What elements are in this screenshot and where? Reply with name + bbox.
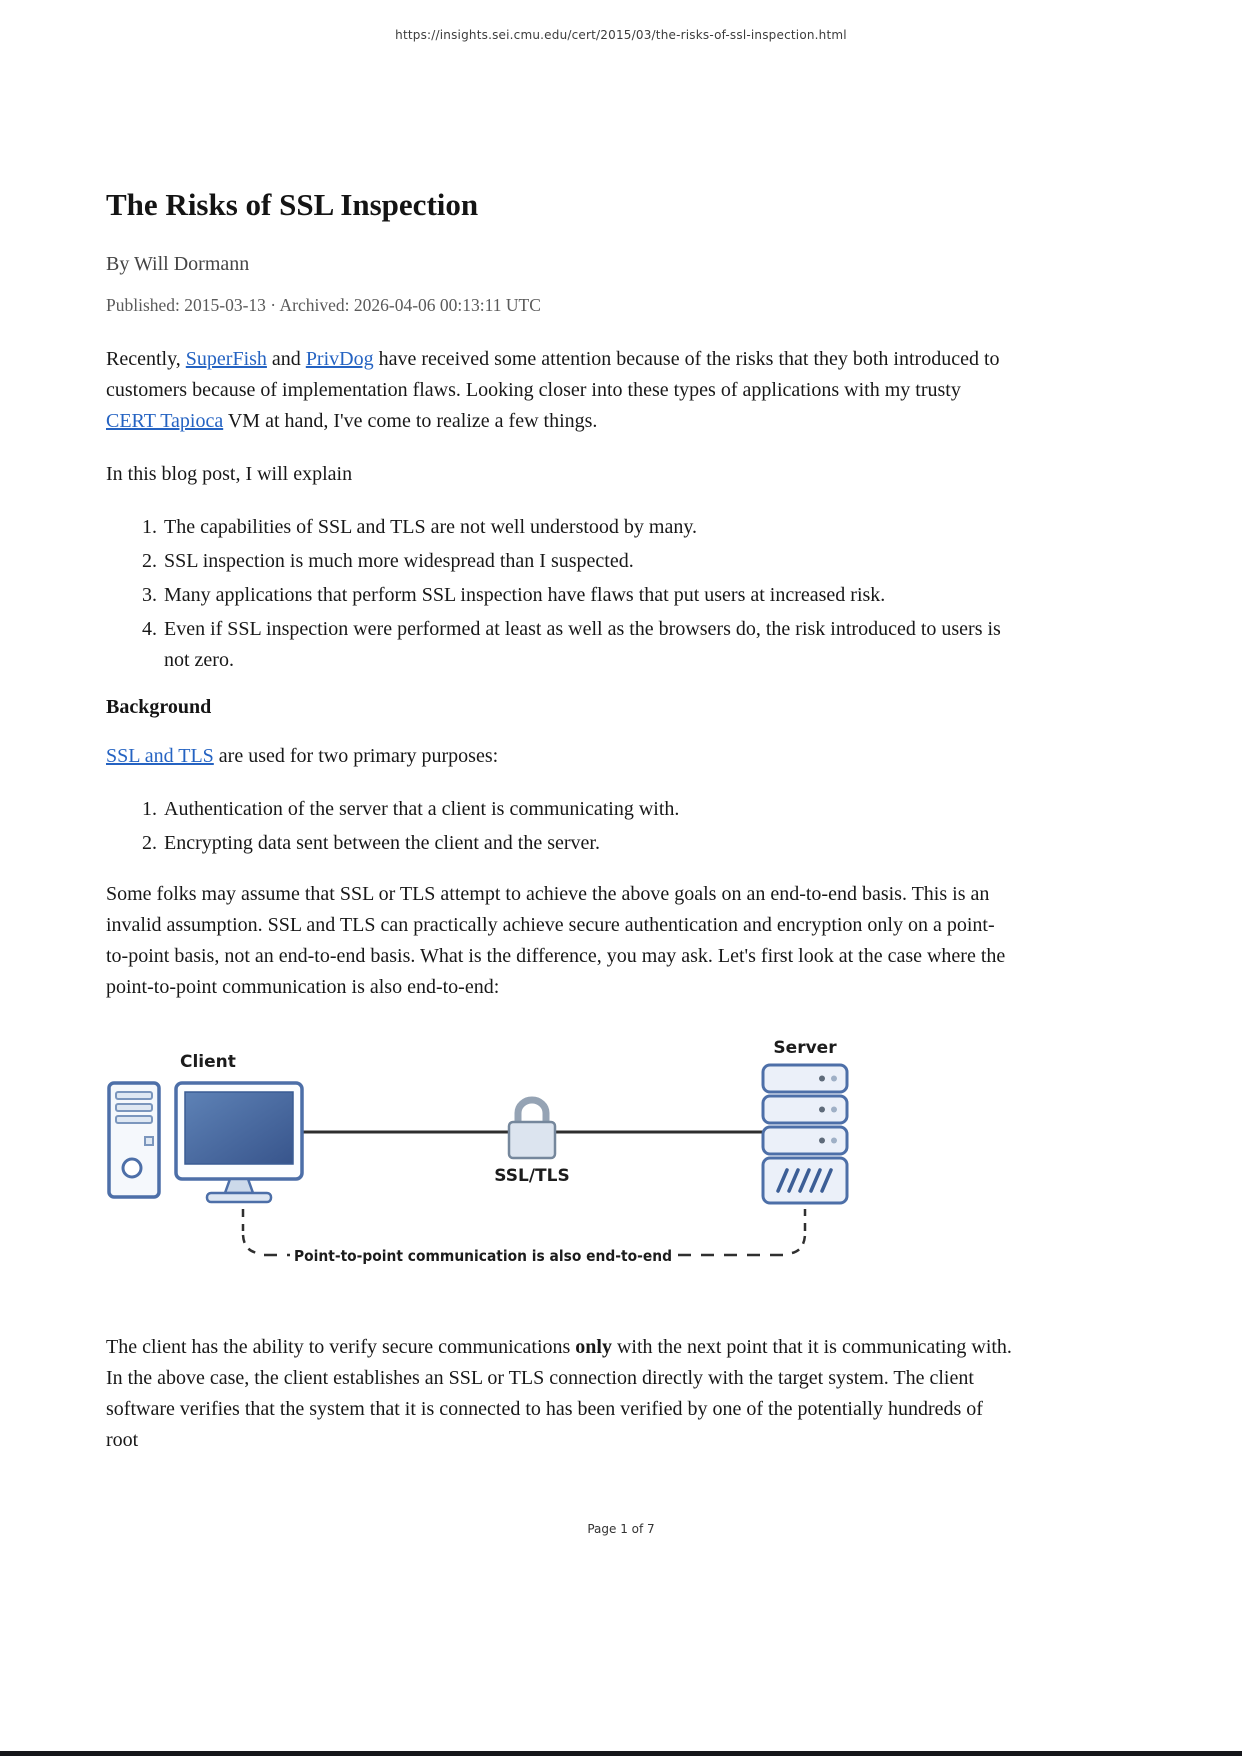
byline: By Will Dormann <box>106 253 250 276</box>
list-item: 1. Authentication of the server that a client is communicating with. <box>162 794 1012 825</box>
list-item: 3. Many applications that perform SSL inspection have flaws that put users at increased risk. <box>162 580 1012 611</box>
paragraph-text: are used for two primary purposes: <box>213 745 499 768</box>
server-label: Server <box>773 1038 837 1059</box>
closing-paragraph <box>106 1332 1012 1456</box>
privdog-link[interactable]: PrivDog <box>305 348 374 371</box>
client-monitor-icon <box>176 1083 302 1202</box>
list-item: 1. The capabilities of SSL and TLS are not well understood by many. <box>162 512 1012 543</box>
print-header-url: https://insights.sei.cmu.edu/cert/2015/03/the-risks-of-ssl-inspection.html <box>395 28 847 42</box>
article-content <box>106 186 1012 1478</box>
paragraph-text: VM at hand, I've come to realize a few things. <box>223 410 598 433</box>
intro-paragraph <box>106 344 1012 437</box>
cert-tapioca-link[interactable]: CERT Tapioca <box>106 410 224 433</box>
lead-in-paragraph: In this blog post, I will explain <box>106 463 353 486</box>
end-to-end-paragraph: Some folks may assume that SSL or TLS attempt to achieve the above goals on an end-to-end basis. This is an invalid assumption. SSL and TLS can practically achieve secure authentication and encryption only on a point-to-point basis, not an end-to-end basis. What is the difference, you may ask. Let's first look at the case where the point-to-point communication is also end-to-end: <box>106 883 1006 999</box>
list-item: 4. Even if SSL inspection were performed at least as well as the browsers do, the risk introduced to users is not zero. <box>162 614 1012 676</box>
list-item: 2. SSL inspection is much more widespread than I suspected. <box>162 546 1012 577</box>
client-label: Client <box>180 1052 236 1073</box>
page-title: The Risks of SSL Inspection <box>106 187 479 222</box>
diagram-caption: Point-to-point communication is also end-to-end <box>294 1247 672 1266</box>
page-bottom-edge <box>0 1751 1242 1756</box>
paragraph-text: and <box>266 348 306 371</box>
paragraph-text: The client has the ability to verify secure communications <box>106 1336 576 1359</box>
key-points-list <box>106 512 1012 676</box>
client-tower-icon <box>109 1083 159 1197</box>
background-heading: Background <box>106 696 212 719</box>
superfish-link[interactable]: SuperFish <box>185 348 267 371</box>
bold-only: only <box>575 1336 612 1359</box>
ssl-and-tls-link[interactable]: SSL and TLS <box>106 745 214 768</box>
paragraph-text: with the next point that it is communicating with. In the above case, the client establishes an SSL or TLS connection directly with the target system. The client software verifies that the system that it is connected to has been verified by one of the potentially hundreds of root <box>106 1336 1012 1452</box>
server-icon <box>763 1065 847 1203</box>
ssl-purposes-paragraph <box>106 741 1012 772</box>
page-number-footer: Page 1 of 7 <box>587 1522 655 1536</box>
paragraph-text: have received some attention because of the risks that they both introduced to customers because of implementation flaws. Looking closer into these types of applications with my trusty <box>106 348 1000 402</box>
ssl-tls-label: SSL/TLS <box>494 1166 570 1187</box>
padlock-icon <box>509 1100 555 1158</box>
diagram-canvas <box>106 1025 1136 1305</box>
purposes-list <box>106 794 1012 859</box>
list-item: 2. Encrypting data sent between the client and the server. <box>162 828 1012 859</box>
ssl-diagram <box>106 1025 1012 1310</box>
paragraph-text: Recently, <box>106 348 186 371</box>
publish-meta: Published: 2015-03-13 · Archived: 2026-04-06 00:13:11 UTC <box>106 295 541 316</box>
